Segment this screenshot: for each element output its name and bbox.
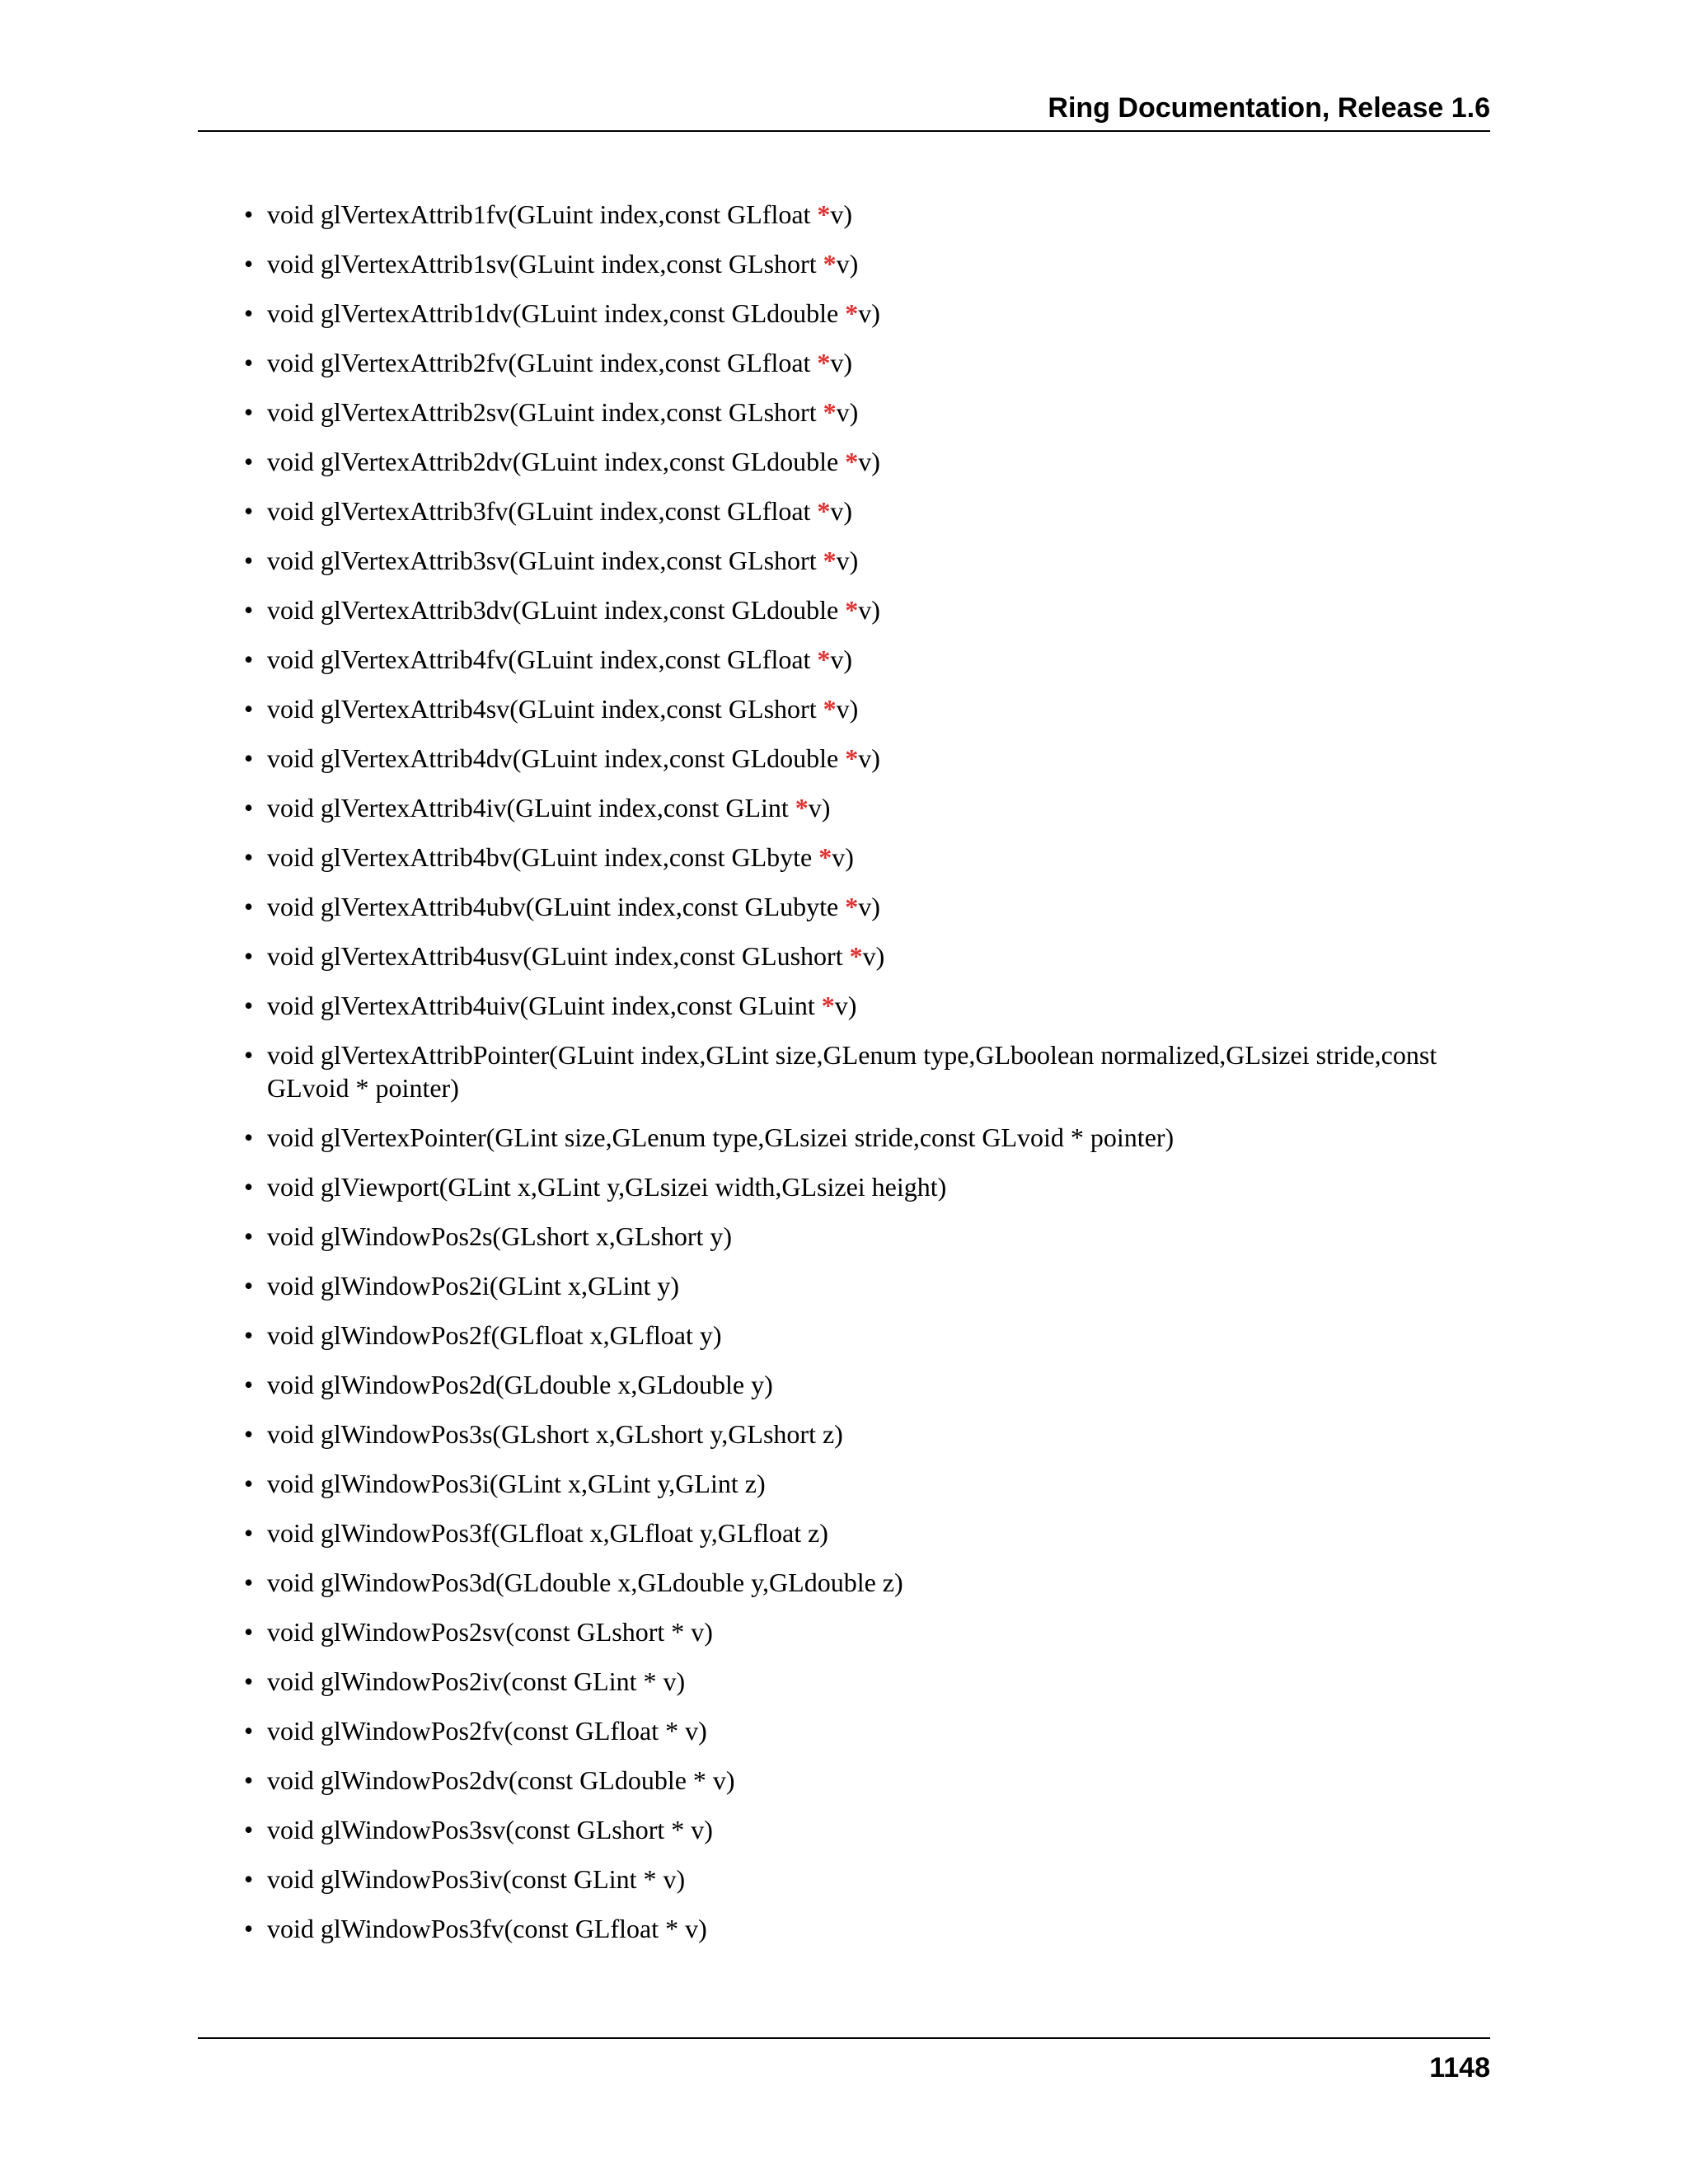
bullet-icon: • [244, 249, 254, 279]
bullet-icon: • [244, 1617, 254, 1647]
bullet-icon: • [244, 199, 254, 229]
bullet-icon: • [244, 793, 254, 823]
item-text: void glVertexAttrib3dv(GLuint index,const GLdouble [267, 595, 846, 625]
item-text: void glVertexAttrib2fv(GLuint index,const GLfloat [267, 348, 818, 377]
list-item [244, 1813, 1490, 1846]
bullet-icon: • [244, 1040, 254, 1070]
item-text: void glVertexAttrib4bv(GLuint index,const GLbyte [267, 842, 819, 872]
bullet-icon: • [244, 1122, 254, 1152]
item-text: v) [858, 595, 880, 625]
bullet-icon: • [244, 1221, 254, 1251]
list-item [244, 396, 1490, 429]
list-item [244, 1912, 1490, 1945]
pointer-star: * [817, 496, 831, 526]
item-text: void glWindowPos3s(GLshort x,GLshort y,GLshort z) [267, 1419, 843, 1449]
bullet-icon: • [244, 842, 254, 872]
list-item [244, 1764, 1490, 1797]
page-header [198, 89, 1490, 132]
list-item [244, 297, 1490, 330]
bullet-icon: • [244, 644, 254, 674]
item-text: void glVertexAttrib4iv(GLuint index,const GLint [267, 793, 795, 823]
pointer-star: * [849, 941, 863, 971]
item-text: void glWindowPos3i(GLint x,GLint y,GLint z) [267, 1469, 766, 1498]
list-item [244, 1467, 1490, 1500]
bullet-icon: • [244, 941, 254, 971]
item-text: void glWindowPos2fv(const GLfloat * v) [267, 1716, 707, 1746]
list-item [244, 1170, 1490, 1203]
list-item [244, 1418, 1490, 1451]
pointer-star: * [823, 546, 837, 575]
bullet-icon: • [244, 1765, 254, 1795]
bullet-icon: • [244, 298, 254, 328]
pointer-star: * [823, 397, 837, 427]
pointer-star: * [845, 743, 859, 773]
item-text: void glWindowPos2dv(const GLdouble * v) [267, 1765, 735, 1795]
list-item [244, 1220, 1490, 1253]
bullet-icon: • [244, 1469, 254, 1498]
item-text: v) [858, 892, 880, 921]
item-text: v) [836, 249, 859, 279]
list-item [244, 791, 1490, 824]
item-text: void glVertexAttrib4fv(GLuint index,const GLfloat [267, 644, 818, 674]
bullet-icon: • [244, 397, 254, 427]
pointer-star: * [845, 595, 859, 625]
list-item [244, 989, 1490, 1022]
pointer-star: * [817, 348, 831, 377]
pointer-star: * [845, 447, 859, 476]
list-item [244, 494, 1490, 527]
list-item [244, 643, 1490, 676]
bullet-icon: • [244, 1370, 254, 1399]
pointer-star: * [817, 644, 831, 674]
list-item [244, 692, 1490, 725]
list-item [244, 593, 1490, 626]
bullet-icon: • [244, 1518, 254, 1548]
item-text: v) [830, 199, 853, 229]
list-item [244, 1863, 1490, 1896]
bullet-icon: • [244, 743, 254, 773]
list-item [244, 1368, 1490, 1401]
bullet-icon: • [244, 447, 254, 476]
bullet-icon: • [244, 991, 254, 1020]
pointer-star: * [845, 298, 859, 328]
page-footer [198, 2037, 1490, 2083]
item-text: void glWindowPos2sv(const GLshort * v) [267, 1617, 713, 1647]
item-text: void glVertexAttrib4sv(GLuint index,const GLshort [267, 694, 823, 724]
item-text: void glVertexAttrib4dv(GLuint index,const GLdouble [267, 743, 846, 773]
list-item [244, 742, 1490, 775]
item-text: void glVertexAttrib4uiv(GLuint index,const GLuint [267, 991, 822, 1020]
item-text: void glVertexAttribPointer(GLuint index,GLint size,GLenum type,GLboolean normalized,GLsizei stride,const GLvoid * pointer) [267, 1040, 1437, 1103]
item-text: void glVertexPointer(GLint size,GLenum type,GLsizei stride,const GLvoid * pointer) [267, 1122, 1175, 1152]
item-text: v) [836, 397, 859, 427]
item-text: v) [862, 941, 885, 971]
item-text: void glWindowPos3d(GLdouble x,GLdouble y,GLdouble z) [267, 1568, 903, 1597]
item-text: void glVertexAttrib4usv(GLuint index,const GLushort [267, 941, 850, 971]
header-title: Ring Documentation, Release 1.6 [1048, 92, 1490, 124]
list-item [244, 1038, 1490, 1104]
bullet-icon: • [244, 546, 254, 575]
list-item [244, 890, 1490, 923]
function-list [244, 198, 1490, 1961]
bullet-icon: • [244, 1320, 254, 1350]
item-text: void glWindowPos3iv(const GLint * v) [267, 1864, 686, 1894]
list-item [244, 1516, 1490, 1549]
item-text: void glVertexAttrib1fv(GLuint index,const GLfloat [267, 199, 818, 229]
item-text: void glVertexAttrib1sv(GLuint index,const GLshort [267, 249, 823, 279]
list-item [244, 346, 1490, 379]
list-item [244, 445, 1490, 478]
item-text: void glWindowPos2d(GLdouble x,GLdouble y) [267, 1370, 773, 1399]
bullet-icon: • [244, 1815, 254, 1844]
list-item [244, 1714, 1490, 1747]
list-item [244, 1665, 1490, 1698]
list-item [244, 1319, 1490, 1352]
bullet-icon: • [244, 694, 254, 724]
item-text: v) [830, 496, 853, 526]
bullet-icon: • [244, 1666, 254, 1696]
bullet-icon: • [244, 1419, 254, 1449]
item-text: void glViewport(GLint x,GLint y,GLsizei width,GLsizei height) [267, 1172, 947, 1202]
list-item [244, 544, 1490, 577]
item-text: void glVertexAttrib4ubv(GLuint index,const GLubyte [267, 892, 846, 921]
pointer-star: * [821, 991, 835, 1020]
pointer-star: * [795, 793, 809, 823]
item-text: v) [858, 743, 880, 773]
item-text: v) [832, 842, 854, 872]
pointer-star: * [818, 842, 832, 872]
bullet-icon: • [244, 496, 254, 526]
item-text: void glWindowPos3f(GLfloat x,GLfloat y,GLfloat z) [267, 1518, 828, 1548]
bullet-icon: • [244, 892, 254, 921]
list-item [244, 1615, 1490, 1648]
pointer-star: * [817, 199, 831, 229]
list-item [244, 1566, 1490, 1599]
bullet-icon: • [244, 1172, 254, 1202]
item-text: void glWindowPos2s(GLshort x,GLshort y) [267, 1221, 733, 1251]
pointer-star: * [845, 892, 859, 921]
item-text: void glWindowPos3fv(const GLfloat * v) [267, 1914, 707, 1943]
item-text: v) [830, 348, 853, 377]
bullet-icon: • [244, 1271, 254, 1301]
item-text: v) [836, 694, 859, 724]
item-text: void glVertexAttrib3fv(GLuint index,const GLfloat [267, 496, 818, 526]
list-item [244, 247, 1490, 280]
list-item [244, 841, 1490, 874]
bullet-icon: • [244, 1864, 254, 1894]
item-text: void glWindowPos2i(GLint x,GLint y) [267, 1271, 680, 1301]
item-text: v) [858, 447, 880, 476]
bullet-icon: • [244, 348, 254, 377]
list-item [244, 198, 1490, 231]
page-number: 1148 [1429, 2052, 1490, 2083]
item-text: void glVertexAttrib2dv(GLuint index,const GLdouble [267, 447, 846, 476]
bullet-icon: • [244, 595, 254, 625]
item-text: void glVertexAttrib2sv(GLuint index,const GLshort [267, 397, 823, 427]
list-item [244, 1121, 1490, 1154]
item-text: v) [858, 298, 880, 328]
item-text: void glVertexAttrib3sv(GLuint index,const GLshort [267, 546, 823, 575]
item-text: v) [836, 546, 859, 575]
item-text: v) [834, 991, 857, 1020]
bullet-icon: • [244, 1914, 254, 1943]
bullet-icon: • [244, 1568, 254, 1597]
pointer-star: * [823, 694, 837, 724]
item-text: v) [830, 644, 853, 674]
item-text: void glWindowPos2iv(const GLint * v) [267, 1666, 686, 1696]
item-text: void glWindowPos3sv(const GLshort * v) [267, 1815, 713, 1844]
item-text: void glVertexAttrib1dv(GLuint index,const GLdouble [267, 298, 846, 328]
list-item [244, 940, 1490, 972]
item-text: void glWindowPos2f(GLfloat x,GLfloat y) [267, 1320, 722, 1350]
list-item [244, 1269, 1490, 1302]
pointer-star: * [823, 249, 837, 279]
bullet-icon: • [244, 1716, 254, 1746]
item-text: v) [808, 793, 831, 823]
